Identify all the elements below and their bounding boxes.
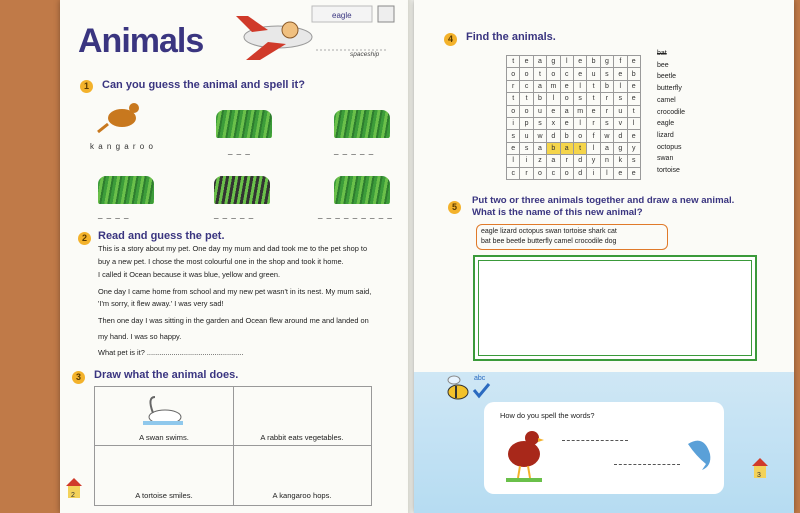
grid-letter[interactable]: e [614, 68, 627, 80]
spelling-card [484, 402, 724, 494]
grid-letter[interactable]: e [560, 80, 573, 92]
grid-letter[interactable]: s [520, 142, 533, 154]
grid-letter[interactable]: i [507, 117, 520, 129]
swan-picture [141, 393, 185, 427]
grid-letter[interactable]: l [573, 80, 586, 92]
grid-letter[interactable]: s [533, 117, 546, 129]
word-list-item: beetle [657, 73, 677, 81]
section-number-5: 5 [448, 201, 461, 214]
grid-letter[interactable]: b [587, 56, 600, 68]
grid-letter[interactable]: a [533, 142, 546, 154]
grid-row [507, 155, 641, 167]
grid-letter[interactable]: d [573, 167, 586, 179]
answer-blank-6[interactable]: _ _ _ _ _ _ _ _ _ [318, 210, 393, 219]
grid-letter[interactable]: c [507, 167, 520, 179]
page-number-house-icon [66, 478, 82, 498]
spaceship-illustration [228, 2, 408, 64]
grid-letter[interactable]: l [573, 117, 586, 129]
word-list-item: bee [657, 61, 669, 69]
grid-letter[interactable]: r [600, 93, 613, 105]
grid-letter[interactable]: l [587, 142, 600, 154]
grid-letter[interactable]: t [573, 142, 586, 154]
word-list-item: camel [657, 96, 676, 104]
grid-row [507, 93, 641, 105]
grid-letter[interactable]: y [587, 155, 600, 167]
grid-letter[interactable]: t [507, 93, 520, 105]
section-4-title: Find the animals. [466, 31, 556, 43]
grid-row [507, 142, 641, 154]
grid-letter[interactable]: e [573, 56, 586, 68]
grid-letter[interactable]: l [507, 155, 520, 167]
word-list [657, 48, 685, 177]
grid-letter[interactable]: b [600, 80, 613, 92]
story-line: I called it Ocean because it was blue, yellow and green. [98, 270, 280, 279]
grid-letter[interactable]: x [547, 117, 560, 129]
grid-letter[interactable]: t [587, 93, 600, 105]
grid-letter[interactable]: o [507, 68, 520, 80]
grid-letter[interactable]: u [614, 105, 627, 117]
hen-answer-line[interactable] [562, 440, 628, 441]
section-number-3: 3 [72, 371, 85, 384]
grid-letter[interactable]: d [614, 130, 627, 142]
grid-letter[interactable]: e [547, 105, 560, 117]
grid-row [507, 130, 641, 142]
grid-letter[interactable]: o [533, 167, 546, 179]
plane-caption: spaceship [350, 51, 380, 58]
grid-letter[interactable]: t [533, 68, 546, 80]
grid-letter[interactable]: z [533, 155, 546, 167]
grid-letter[interactable]: o [520, 68, 533, 80]
grid-letter[interactable]: s [600, 68, 613, 80]
grid-letter[interactable]: r [507, 80, 520, 92]
grid-letter[interactable]: u [520, 130, 533, 142]
grid-letter[interactable]: c [560, 68, 573, 80]
grid-letter[interactable]: m [573, 105, 586, 117]
kangaroo-picture [94, 96, 150, 138]
word-list-item: swan [657, 155, 674, 163]
grid-letter[interactable]: l [627, 117, 640, 129]
bee-label: abc [474, 375, 486, 382]
plane-label: eagle [332, 11, 352, 20]
grid-letter[interactable]: e [520, 56, 533, 68]
answer-blank-2[interactable]: _ _ _ [228, 146, 251, 155]
grid-letter[interactable]: l [547, 93, 560, 105]
section-5-title-line2: What is the name of this new animal? [472, 207, 643, 218]
section-3-title: Draw what the animal does. [94, 369, 239, 381]
draw-table[interactable] [94, 386, 372, 506]
grid-letter[interactable]: s [600, 117, 613, 129]
grid-letter[interactable]: p [520, 117, 533, 129]
story-line: buy a new pet. I chose the most colourful one in the shop and took it home. [98, 257, 344, 266]
grid-letter[interactable]: s [507, 130, 520, 142]
grid-letter[interactable]: e [507, 142, 520, 154]
hen-picture [502, 424, 546, 486]
grid-row [507, 68, 641, 80]
grid-row [507, 80, 641, 92]
grid-letter[interactable]: a [533, 56, 546, 68]
grid-letter[interactable]: w [600, 130, 613, 142]
cell-tortoise-label: A tortoise smiles. [135, 491, 193, 500]
grid-letter[interactable]: r [600, 105, 613, 117]
grid-letter[interactable]: a [547, 155, 560, 167]
word-list-item: butterfly [657, 85, 682, 93]
grid-row [507, 105, 641, 117]
grid-letter[interactable]: l [560, 56, 573, 68]
answer-kangaroo: k a n g a r o o [90, 142, 154, 151]
grid-letter[interactable]: v [614, 117, 627, 129]
answer-blank-4[interactable]: _ _ _ _ [98, 210, 130, 219]
dolphin-answer-line[interactable] [614, 464, 680, 465]
word-bank-line-2: bat bee beetle butterfly camel crocodile dog [481, 238, 617, 245]
grid-letter[interactable]: d [547, 130, 560, 142]
grid-letter[interactable]: o [560, 167, 573, 179]
grid-letter[interactable]: i [520, 155, 533, 167]
grid-letter[interactable]: c [520, 80, 533, 92]
section-number-1: 1 [80, 80, 93, 93]
grid-letter[interactable]: e [627, 56, 640, 68]
word-bank [476, 224, 668, 250]
grid-letter[interactable]: e [627, 167, 640, 179]
grid-letter[interactable]: l [600, 167, 613, 179]
cell-swan-label: A swan swims. [139, 433, 189, 442]
story-line: One day I came home from school and my new pet wasn't in its nest. My mum said, [98, 287, 372, 296]
grid-letter[interactable]: g [614, 142, 627, 154]
grid-letter[interactable]: e [627, 93, 640, 105]
grid-letter[interactable]: u [587, 68, 600, 80]
grid-letter[interactable]: o [573, 130, 586, 142]
section-1-title: Can you guess the animal and spell it? [102, 79, 305, 91]
grid-letter[interactable]: o [520, 105, 533, 117]
grid-letter[interactable]: w [533, 130, 546, 142]
page-number-house-icon [752, 458, 768, 478]
grid-letter[interactable]: i [587, 167, 600, 179]
story-line: 'I'm sorry, it flew away.' I was very sad! [98, 299, 224, 308]
word-bank-line-1: eagle lizard octopus swan tortoise shark cat [481, 228, 617, 235]
animal-picture-4 [214, 162, 270, 204]
answer-blank-5[interactable]: _ _ _ _ _ [214, 210, 255, 219]
page-number-right: 3 [757, 472, 761, 478]
cell-kangaroo-label: A kangaroo hops. [272, 491, 332, 500]
word-list-item: octopus [657, 143, 682, 151]
word-list-item: crocodile [657, 108, 686, 116]
grid-letter[interactable]: t [520, 93, 533, 105]
word-list-item: lizard [657, 131, 674, 139]
word-list-item: tortoise [657, 167, 680, 175]
grass-picture-3 [98, 162, 154, 204]
drawing-area[interactable] [473, 255, 757, 361]
grid-letter[interactable]: f [587, 130, 600, 142]
grid-letter[interactable]: e [627, 80, 640, 92]
word-list-item: eagle [657, 120, 675, 128]
grid-row [507, 56, 641, 68]
grass-picture-1 [216, 96, 272, 138]
grid-letter[interactable]: b [560, 130, 573, 142]
grid-letter[interactable]: e [587, 105, 600, 117]
grid-letter[interactable]: t [627, 105, 640, 117]
grid-letter[interactable]: n [600, 155, 613, 167]
grid-letter[interactable]: a [560, 105, 573, 117]
section-number-2: 2 [78, 232, 91, 245]
grid-letter[interactable]: e [614, 167, 627, 179]
grid-letter[interactable]: f [614, 56, 627, 68]
grid-letter[interactable]: c [547, 167, 560, 179]
grid-letter[interactable]: a [560, 142, 573, 154]
grid-letter[interactable]: s [573, 93, 586, 105]
grass-picture-5 [334, 162, 390, 204]
grid-letter[interactable]: l [614, 80, 627, 92]
pet-question[interactable]: What pet is it? ............................................... [98, 348, 244, 357]
grid-letter[interactable]: s [627, 155, 640, 167]
grid-letter[interactable]: a [600, 142, 613, 154]
grid-letter[interactable]: e [560, 117, 573, 129]
spelling-prompt: How do you spell the words? [500, 411, 595, 420]
page-number-left: 2 [71, 492, 75, 498]
grid-row [507, 117, 641, 129]
grid-letter[interactable]: d [573, 155, 586, 167]
section-number-4: 4 [444, 33, 457, 46]
grid-letter[interactable]: b [533, 93, 546, 105]
cell-rabbit-label: A rabbit eats vegetables. [260, 433, 344, 442]
word-list-item: bat [657, 50, 667, 57]
grid-letter[interactable]: t [507, 56, 520, 68]
grid-letter[interactable]: g [600, 56, 613, 68]
section-2-title: Read and guess the pet. [98, 230, 225, 242]
grid-letter[interactable]: o [547, 68, 560, 80]
grid-letter[interactable]: r [520, 167, 533, 179]
grid-letter[interactable]: b [627, 68, 640, 80]
story-line: Then one day I was sitting in the garden and Ocean flew around me and landed on [98, 316, 369, 325]
grid-letter[interactable]: a [533, 80, 546, 92]
grid-letter[interactable]: e [627, 130, 640, 142]
grid-letter[interactable]: o [560, 93, 573, 105]
grid-letter[interactable]: y [627, 142, 640, 154]
section-5-title-line1: Put two or three animals together and draw a new animal. [472, 195, 735, 206]
grid-letter[interactable]: s [614, 93, 627, 105]
grid-letter[interactable]: k [614, 155, 627, 167]
page-title: Animals [78, 22, 204, 60]
grass-picture-2 [334, 96, 390, 138]
grid-letter[interactable]: r [587, 117, 600, 129]
grid-letter[interactable]: t [587, 80, 600, 92]
answer-blank-3[interactable]: _ _ _ _ _ [334, 146, 375, 155]
story-line: This is a story about my pet. One day my mum and dad took me to the pet shop to [98, 244, 368, 253]
grid-letter[interactable]: u [533, 105, 546, 117]
dolphin-picture [684, 434, 716, 474]
grid-letter[interactable]: b [547, 142, 560, 154]
grid-letter[interactable]: o [507, 105, 520, 117]
grid-row [507, 167, 641, 179]
grid-letter[interactable]: g [547, 56, 560, 68]
grid-letter[interactable]: e [573, 68, 586, 80]
word-search-grid[interactable] [506, 55, 641, 180]
story-line: my hand. I was so happy. [98, 332, 182, 341]
grid-letter[interactable]: m [547, 80, 560, 92]
grid-letter[interactable]: r [560, 155, 573, 167]
